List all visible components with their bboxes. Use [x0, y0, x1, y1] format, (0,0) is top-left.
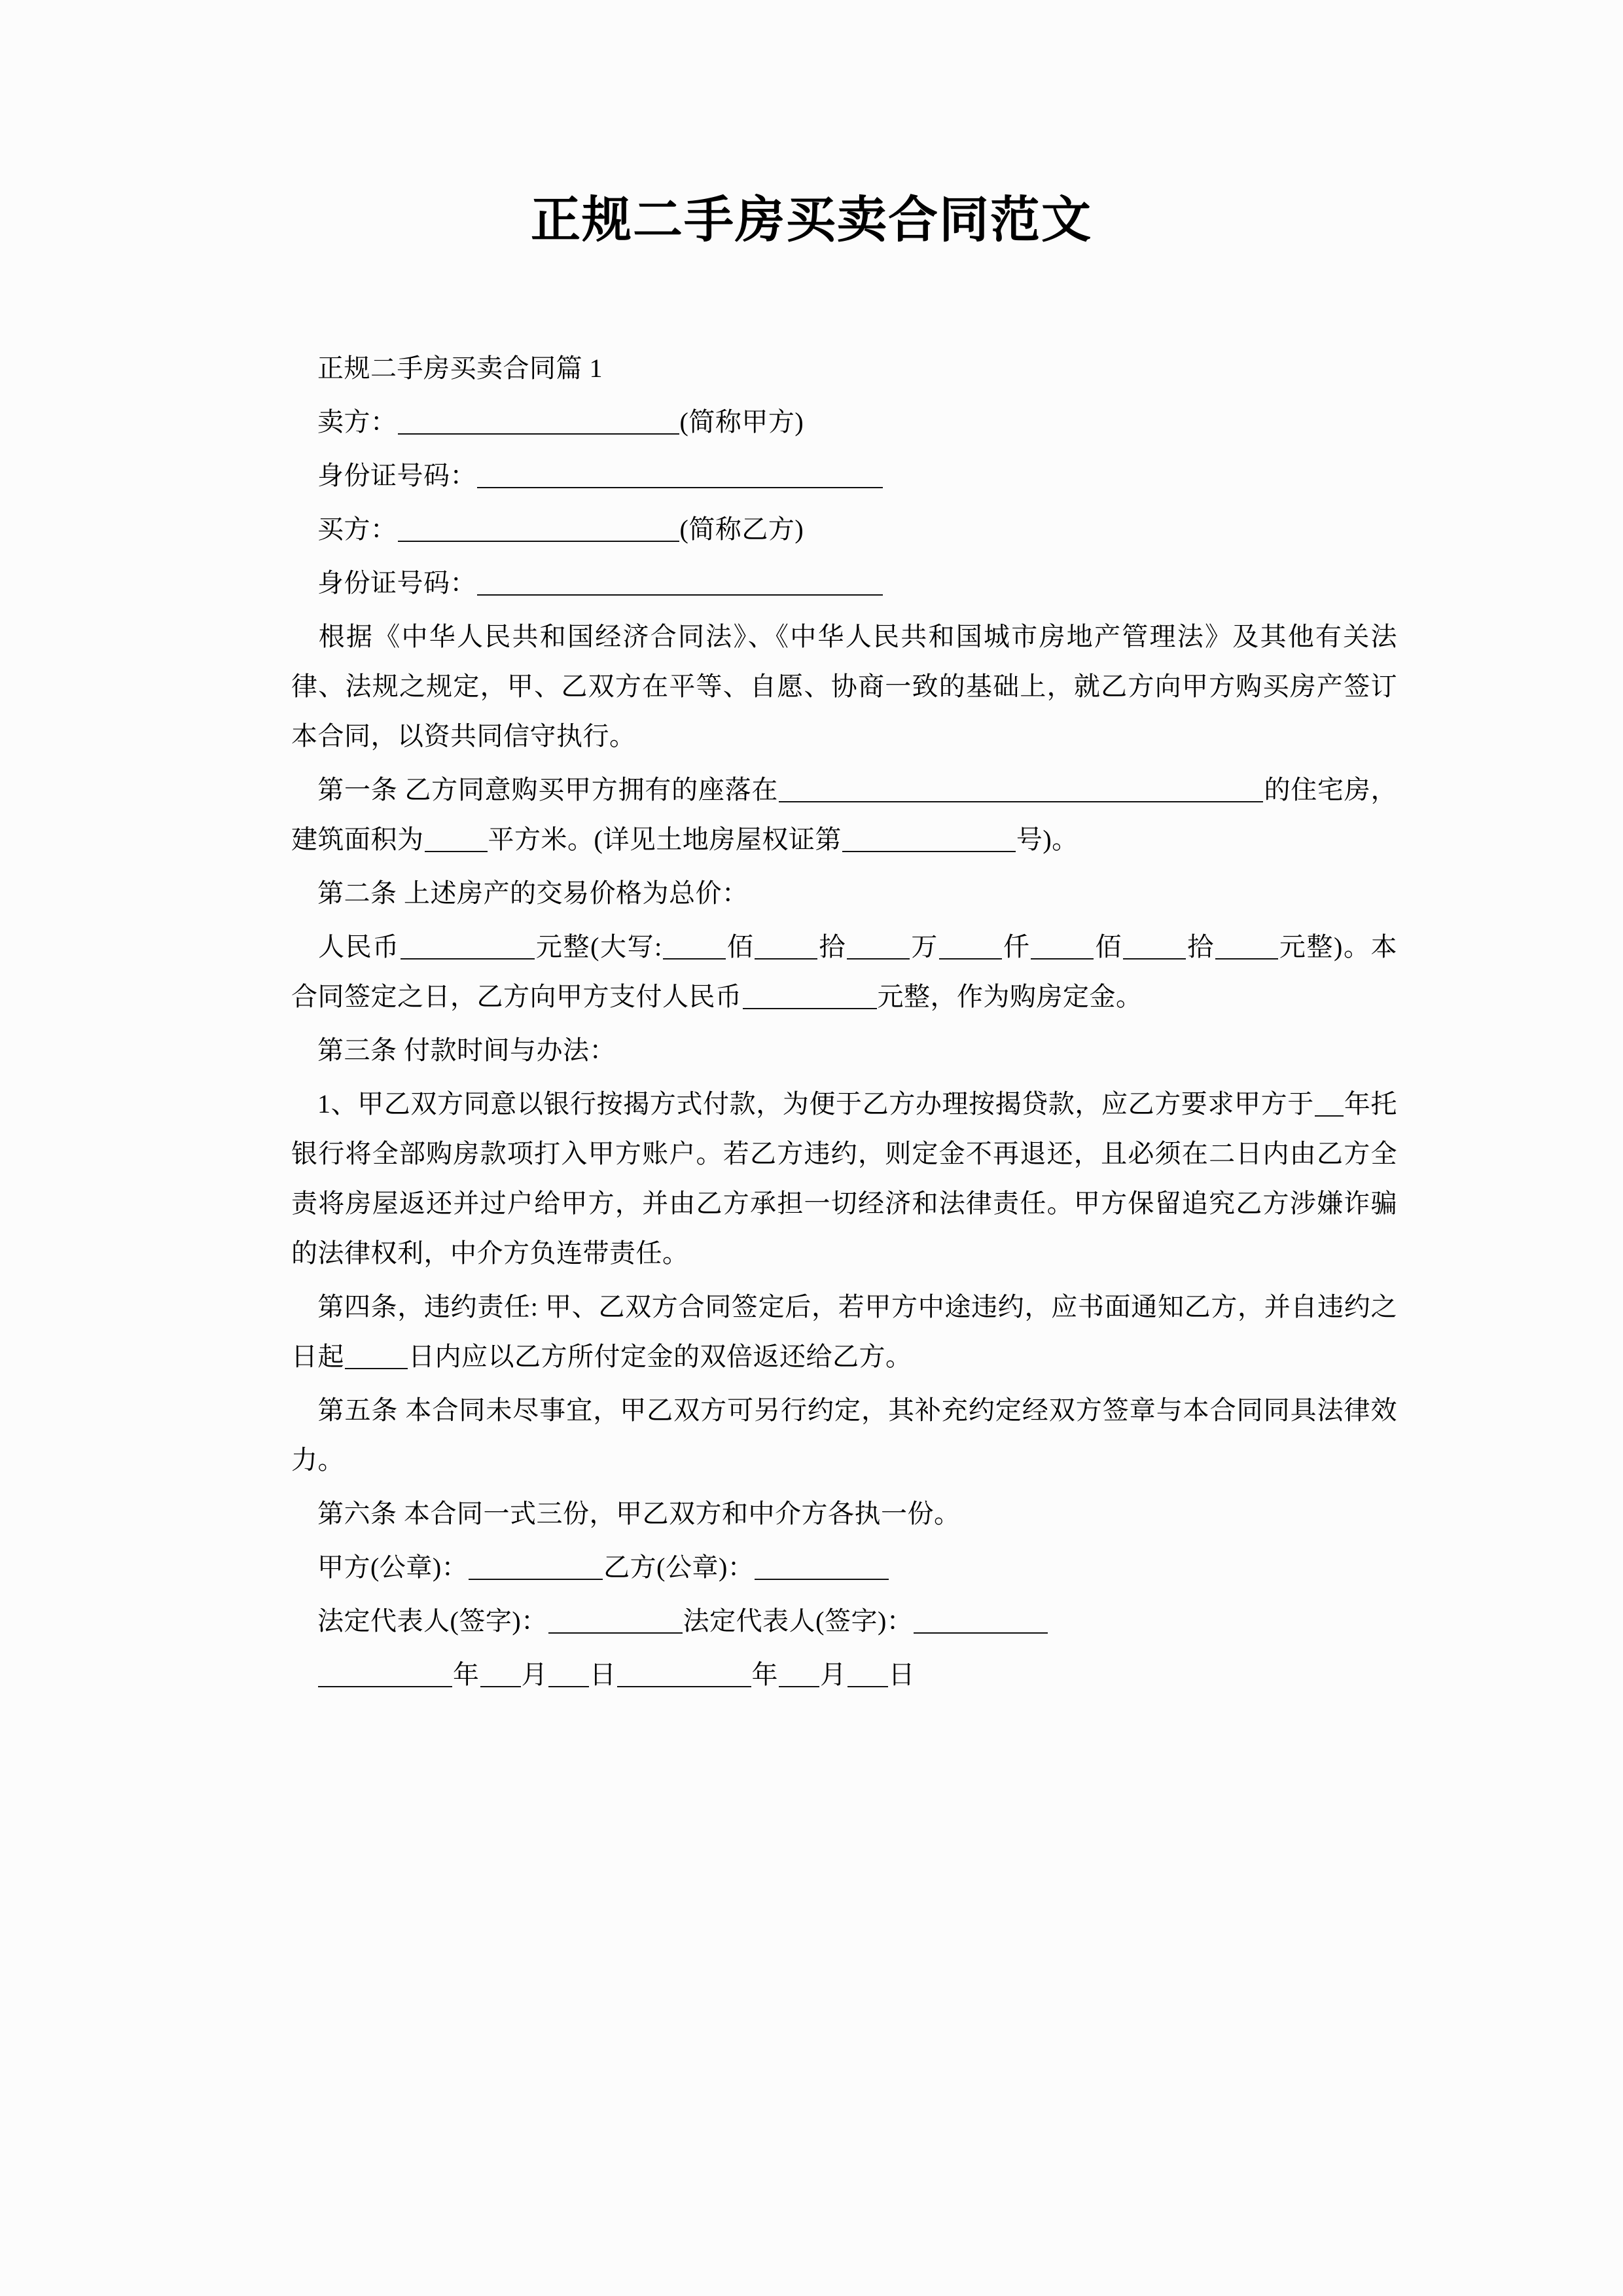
price-bai1-blank[interactable] — [663, 931, 726, 960]
party-b-month-blank[interactable] — [779, 1659, 819, 1687]
document-body — [291, 344, 1397, 1704]
party-b-day-label: 日 — [888, 1660, 915, 1689]
price-shi1-blank[interactable] — [755, 931, 817, 960]
party-a-seal-label: 甲方(公章)： — [317, 1552, 469, 1582]
seller-suffix: (简称甲方) — [679, 407, 804, 437]
clause-3-item-text-2: 年托银行将全部购房款项打入甲方账户。若乙方违约，则定金不再退还，且必须在二日内由乙方全责将房屋返还并过户给甲方，并由乙方承担一切经济和法律责任。甲方保留追究乙方涉嫌诈骗的法律权利，中介方负连带责任。 — [291, 1089, 1398, 1268]
clause-3-item-text-1: 甲乙双方同意以银行按揭方式付款，为便于乙方办理按揭贷款，应乙方要求甲方于 — [357, 1089, 1314, 1119]
clause-3-item-number: 1、 — [317, 1089, 358, 1119]
seller-name-blank[interactable] — [398, 406, 679, 435]
seller-id-blank[interactable] — [477, 459, 883, 488]
clause-5-heading: 第五条 — [317, 1395, 399, 1425]
price-amount-blank[interactable] — [401, 931, 535, 960]
date-row — [291, 1650, 1397, 1700]
clause-2-text: 上述房产的交易价格为总价： — [404, 878, 749, 908]
clause-5 — [291, 1386, 1397, 1485]
party-a-day-label: 日 — [590, 1660, 616, 1689]
clause-4-heading: 第四条， — [317, 1292, 424, 1321]
property-certificate-blank[interactable] — [842, 823, 1016, 852]
clause-3-text: 付款时间与办法： — [404, 1035, 616, 1065]
clause-3-heading: 第三条 — [317, 1035, 397, 1065]
clause-1-text-2: 的住宅房，建筑面积为 — [291, 775, 1398, 854]
clause-5-text: 本合同未尽事宜，甲乙双方可另行约定，其补充约定经双方签章与本合同同具法律效力。 — [291, 1395, 1398, 1475]
seller-id-line — [291, 451, 1397, 501]
price-bai2-blank[interactable] — [1031, 931, 1094, 960]
party-a-seal-blank[interactable] — [469, 1551, 603, 1580]
party-a-month-blank[interactable] — [480, 1659, 521, 1687]
buyer-id-blank[interactable] — [477, 567, 883, 596]
clause-1 — [291, 765, 1397, 865]
price-shi2-blank[interactable] — [1123, 931, 1186, 960]
clause-4 — [291, 1282, 1397, 1382]
page-title: 正规二手房买卖合同范文 — [531, 190, 1092, 249]
price-unit-bai2: 佰 — [1094, 932, 1123, 961]
party-a-day-blank[interactable] — [548, 1659, 589, 1687]
party-b-rep-blank[interactable] — [914, 1605, 1048, 1634]
buyer-line — [291, 505, 1397, 554]
floor-area-blank[interactable] — [425, 823, 488, 852]
breach-days-blank[interactable] — [345, 1340, 408, 1369]
party-b-seal-label: 乙方(公章)： — [603, 1552, 755, 1582]
document-subtitle — [291, 344, 1397, 393]
price-text-3: 元整)。本合同签定之日，乙方向甲方支付人民币 — [291, 932, 1398, 1011]
seal-signature-row — [291, 1543, 1397, 1592]
party-b-day-blank[interactable] — [847, 1659, 888, 1687]
seller-line — [291, 397, 1397, 447]
party-b-year-blank[interactable] — [617, 1659, 751, 1687]
buyer-suffix: (简称乙方) — [679, 514, 804, 544]
clause-4-text-2: 日内应以乙方所付定金的双倍返还给乙方。 — [408, 1342, 912, 1371]
price-line — [291, 922, 1397, 1022]
clause-3 — [291, 1026, 1397, 1075]
buyer-label: 买方： — [317, 514, 397, 544]
party-a-year-label: 年 — [453, 1660, 480, 1689]
price-yuan-blank[interactable] — [1215, 931, 1278, 960]
clause-1-text-4: 号)。 — [1016, 825, 1079, 854]
party-b-month-label: 月 — [820, 1660, 847, 1689]
price-text-1: 人民币 — [317, 932, 400, 961]
party-a-rep-label: 法定代表人(签字)： — [317, 1606, 548, 1636]
clause-6-heading: 第六条 — [317, 1499, 397, 1528]
seller-label: 卖方： — [317, 407, 397, 437]
price-unit-shi1: 拾 — [818, 932, 847, 961]
clause-3-item-1 — [291, 1079, 1397, 1278]
price-wan-blank[interactable] — [847, 931, 910, 960]
party-a-month-label: 月 — [521, 1660, 548, 1689]
property-address-blank[interactable] — [779, 774, 1263, 802]
subtitle-text: 正规二手房买卖合同篇 1 — [317, 353, 603, 383]
buyer-id-label: 身份证号码： — [317, 568, 476, 598]
mortgage-year-blank[interactable] — [1315, 1088, 1344, 1117]
price-text-4: 元整，作为购房定金。 — [877, 982, 1143, 1011]
price-unit-wan: 万 — [910, 932, 938, 961]
price-unit-qian: 仟 — [1002, 932, 1031, 961]
buyer-name-blank[interactable] — [398, 513, 679, 542]
deposit-amount-blank[interactable] — [743, 980, 877, 1009]
preamble-text: 根据《中华人民共和国经济合同法》、《中华人民共和国城市房地产管理法》及其他有关法律、法规之规定，甲、乙双方在平等、自愿、协商一致的基础上，就乙方向甲方购买房产签订本合同，以资共同信守执行。 — [291, 622, 1397, 751]
clause-1-text-3: 平方米。(详见土地房屋权证第 — [488, 825, 842, 854]
clause-2-heading: 第二条 — [317, 878, 397, 908]
price-text-2: 元整(大写: — [535, 932, 662, 961]
buyer-id-line — [291, 558, 1397, 608]
price-unit-bai1: 佰 — [726, 932, 755, 961]
clause-4-text-1: 违约责任: 甲、乙双方合同签定后，若甲方中途违约，应书面通知乙方，并自违约之日起 — [291, 1292, 1397, 1371]
price-qian-blank[interactable] — [939, 931, 1002, 960]
party-a-year-blank[interactable] — [318, 1659, 452, 1687]
clause-6-text: 本合同一式三份，甲乙双方和中介方各执一份。 — [404, 1499, 961, 1528]
clause-2 — [291, 869, 1397, 918]
price-unit-shi2: 拾 — [1186, 932, 1215, 961]
party-b-rep-label: 法定代表人(签字)： — [683, 1606, 914, 1636]
party-a-rep-blank[interactable] — [548, 1605, 683, 1634]
seller-id-label: 身份证号码： — [317, 461, 476, 490]
legal-rep-signature-row — [291, 1596, 1397, 1646]
clause-6 — [291, 1489, 1397, 1539]
party-b-year-label: 年 — [751, 1660, 778, 1689]
party-b-seal-blank[interactable] — [755, 1551, 889, 1580]
preamble-paragraph — [291, 612, 1397, 761]
clause-1-heading: 第一条 — [317, 775, 398, 804]
clause-1-text-1: 乙方同意购买甲方拥有的座落在 — [404, 775, 779, 804]
